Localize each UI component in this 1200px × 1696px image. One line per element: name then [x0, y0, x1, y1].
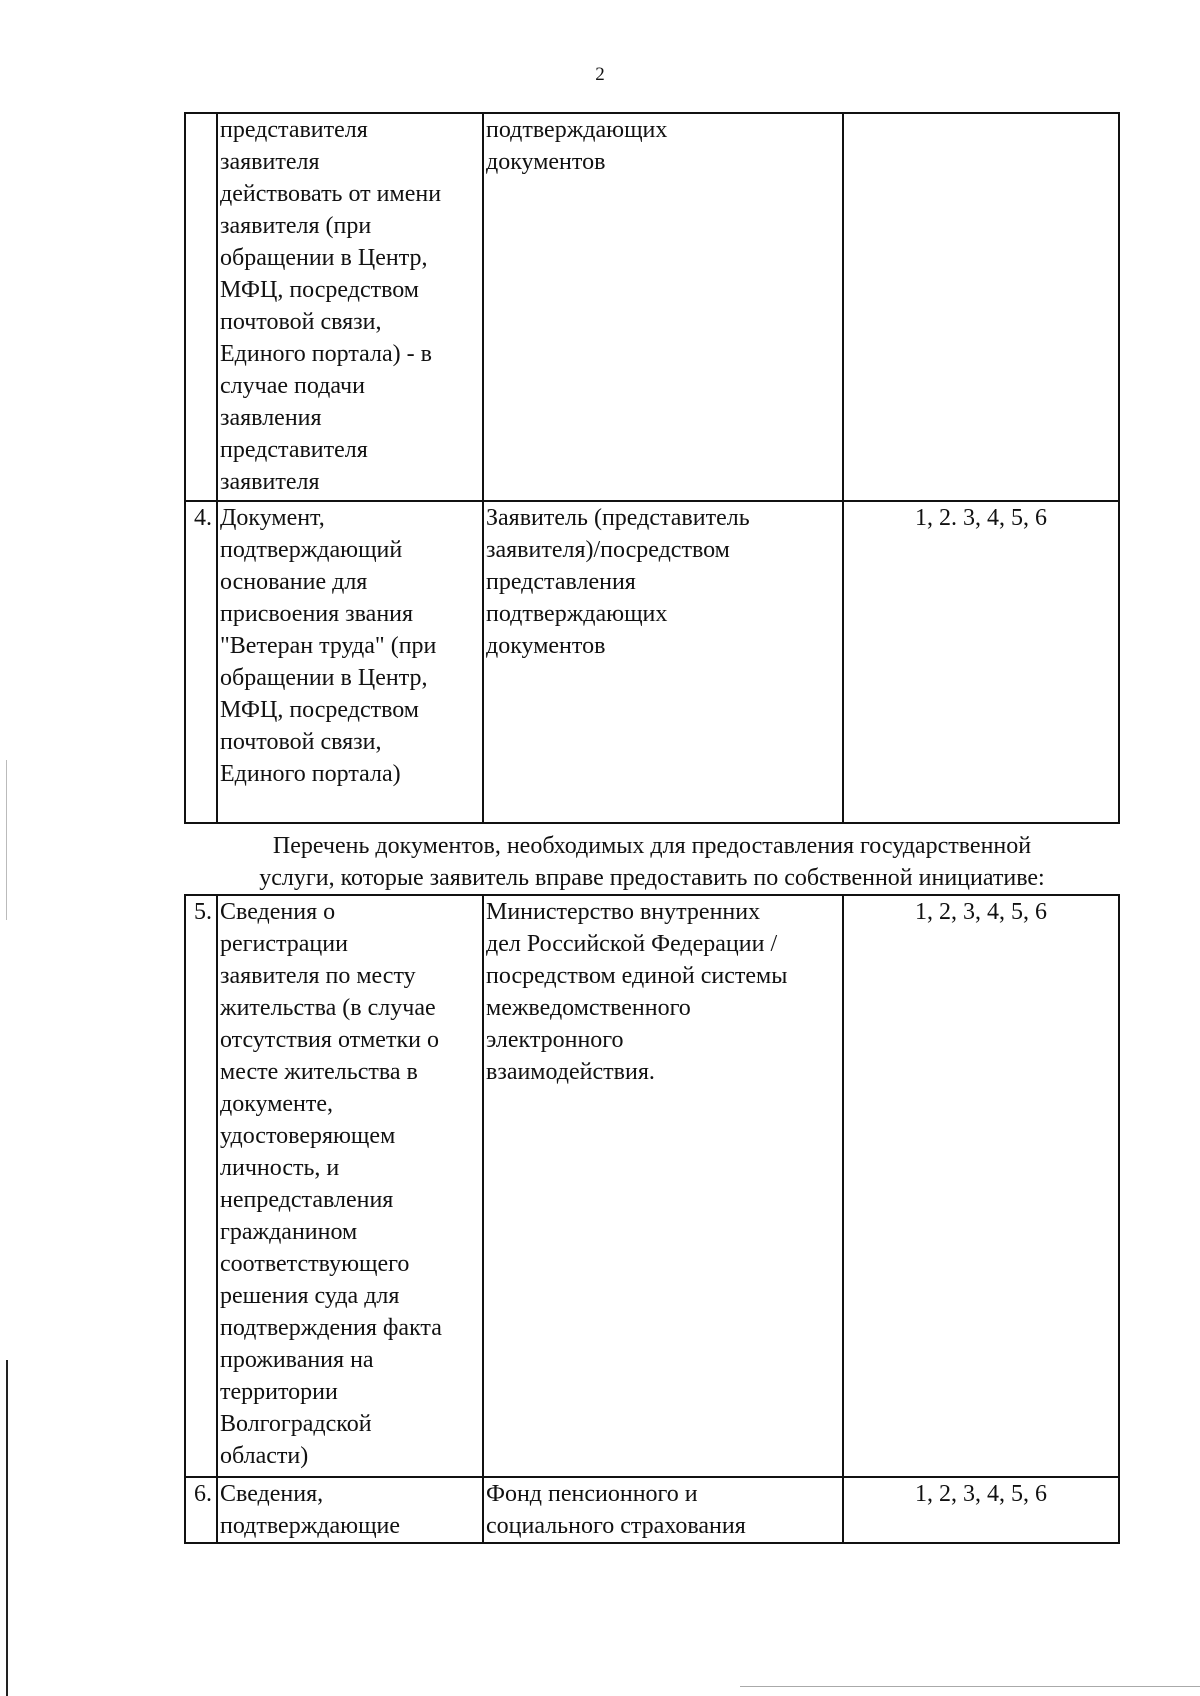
row-number: 6. — [185, 1477, 217, 1543]
row-number: 5. — [185, 895, 217, 1477]
page-number: 2 — [595, 64, 605, 85]
row-number: 4. — [185, 501, 217, 823]
scan-margin-edge — [6, 1360, 8, 1696]
document-source-cell: Заявитель (представитель заявителя)/посредством представления подтверждающих документов — [483, 501, 843, 823]
section-heading: Перечень документов, необходимых для предоставления государственной услуги, которые заявитель вправе предоставить по собственной инициативе: — [185, 823, 1119, 895]
document-name-cell: Сведения о регистрации заявителя по месту жительства (в случае отсутствия отметки о месте жительства в документе, удостоверяющем личность, и непредставления гражданином соответствующего решения суда для подтверждения факта проживания на территории Волгоградской области) — [217, 895, 483, 1477]
table-row — [185, 113, 1119, 501]
document-source-cell: подтверждающих документов — [483, 113, 843, 501]
table-row — [185, 895, 1119, 1477]
document-name-cell: Сведения, подтверждающие — [217, 1477, 483, 1543]
section-row — [185, 823, 1119, 895]
table-row — [185, 1477, 1119, 1543]
references-cell: 1, 2. 3, 4, 5, 6 — [843, 501, 1119, 823]
row-number — [185, 113, 217, 501]
references-cell: 1, 2, 3, 4, 5, 6 — [843, 895, 1119, 1477]
documents-table — [184, 112, 1120, 1544]
scan-margin-line — [6, 760, 7, 920]
document-name-cell: представителя заявителя действовать от имени заявителя (при обращении в Центр, МФЦ, посредством почтовой связи, Единого портала) - в случае подачи заявления представителя заявителя — [217, 113, 483, 501]
references-cell: 1, 2, 3, 4, 5, 6 — [843, 1477, 1119, 1543]
document-source-cell: Фонд пенсионного и социального страхования — [483, 1477, 843, 1543]
references-cell — [843, 113, 1119, 501]
document-name-cell: Документ, подтверждающий основание для присвоения звания "Ветеран труда" (при обращении в Центр, МФЦ, посредством почтовой связи, Единого портала) — [217, 501, 483, 823]
table-row — [185, 501, 1119, 823]
document-source-cell: Министерство внутренних дел Российской Федерации / посредством единой системы межведомственного электронного взаимодействия. — [483, 895, 843, 1477]
scan-bottom-edge — [740, 1686, 1200, 1687]
